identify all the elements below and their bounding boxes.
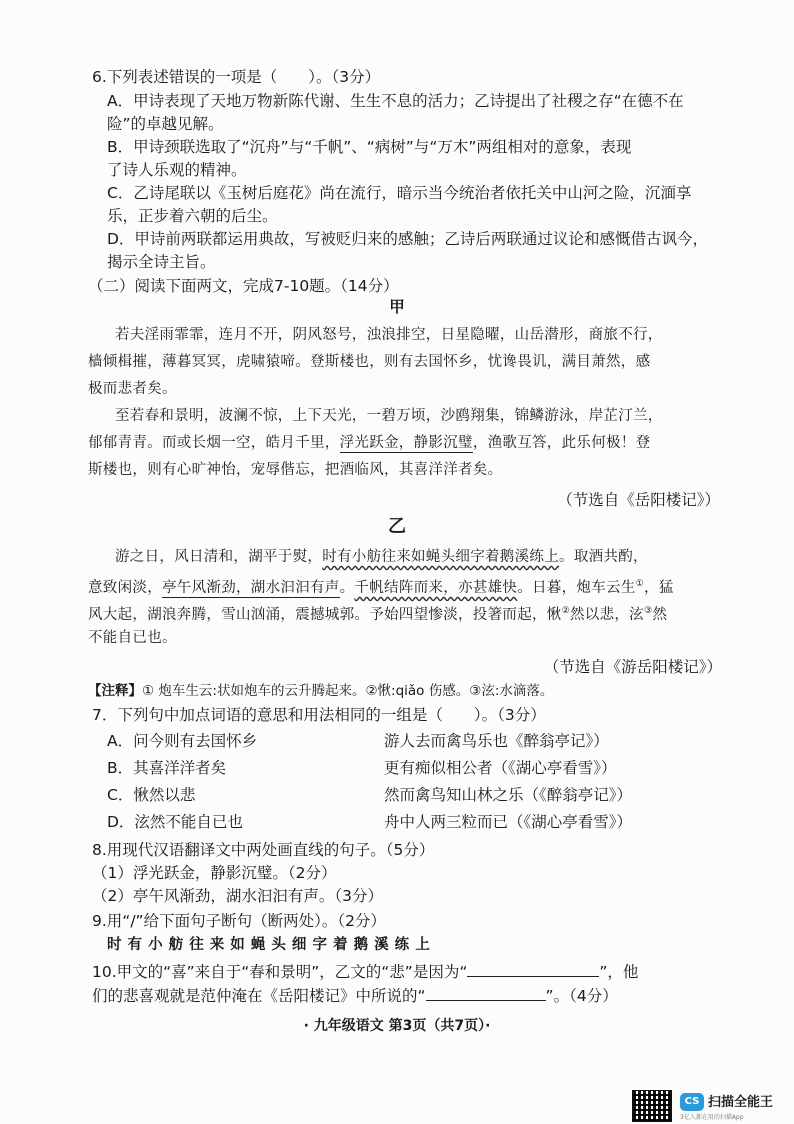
jia-p2-line2-c: ，渔歌互答，此乐何极！登	[472, 435, 651, 451]
page-footer: · 九年级语文 第3页（共7页）·	[303, 1018, 491, 1034]
q7-option-c-left: C．愀然以悲	[107, 786, 196, 804]
q10-answer-blank-2[interactable]	[426, 986, 546, 1001]
yi-line3-b: 然以悲，泫	[569, 606, 644, 623]
q6-option-c-line2: 乐，正步着六朝的后尘。	[107, 207, 278, 225]
jia-p1-line1: 若夫淫雨霏霏，连月不开，阴风怒号，浊浪排空，日星隐曜，山岳潜形，商旅不行，	[115, 327, 663, 343]
yi-source: （节选自《游岳阳楼记》）	[543, 658, 722, 676]
q7-option-d-left: D．泫然不能自已也	[107, 813, 243, 831]
yi-line3-c: 然	[652, 606, 668, 623]
yi-line3-a: 风大起，湖浪奔腾，雪山汹涌，震撼城郭。予始四望惨淡，投箸而起，愀	[88, 606, 562, 623]
q6-option-b-line2: 了诗人乐观的精神。	[107, 161, 247, 179]
jia-p2-line2-a: 郁郁青青。而或长烟一空，皓月千里，	[88, 435, 340, 451]
underlined-sentence-1: 浮光跃金，静影沉璧	[339, 435, 473, 451]
q6-stem: 6.下列表述错误的一项是（ ）。（3分）	[92, 68, 381, 86]
q7-option-d-right: 舟中人两三粒而已（《湖心亭看雪》）	[384, 813, 633, 831]
yi-line2-e: 。日暮，炮车云生	[517, 579, 636, 596]
q10-line1-b: ”，他	[599, 963, 639, 981]
q10-line2	[92, 985, 618, 1007]
underlined-sentence-2: 亭午风渐劲，湖水汩汩有声	[162, 579, 340, 596]
q6-option-a-line1: A．甲诗表现了天地万物新陈代谢、生生不息的活力；乙诗提出了社稷之存“在德不在	[107, 92, 684, 110]
q9-sentence: 时 有 小 舫 往 来 如 蝇 头 细 字 着 鹅 溪 练 上	[107, 936, 431, 953]
q7-stem: 7．下列句中加点词语的意思和用法相同的一组是（ ）。（3分）	[92, 706, 546, 724]
q7-option-b-right: 更有痴似相公者（《湖心亭看雪》）	[384, 759, 617, 777]
qr-code-icon	[632, 1090, 672, 1122]
cs-logo-icon: CS	[680, 1093, 704, 1111]
yi-title: 乙	[388, 516, 406, 537]
jia-p2-line1: 至若春和景明，波澜不惊，上下天光，一碧万顷，沙鸥翔集，锦鳞游泳，岸芷汀兰，	[115, 408, 663, 424]
wavy-sentence: 时有小舫往来如蝇头细字着鹅溪练上	[322, 549, 560, 565]
jia-title: 甲	[389, 298, 405, 316]
yi-line1-a: 游之日，风日清和，湖平于熨，	[115, 549, 323, 565]
yi-line2	[88, 573, 674, 599]
q6-option-d-line1: D．甲诗前两联都运用典故，写被贬归来的感触；乙诗后两联通过议论和感慨借古讽今，	[107, 230, 708, 248]
yi-line2-c: 。	[339, 579, 355, 596]
q6-option-a-line2: 险”的卓越见解。	[107, 115, 224, 133]
yi-line1	[115, 546, 648, 568]
q7-option-a-right: 游人去而禽鸟乐也《醉翁亭记》）	[384, 732, 609, 750]
note-marker-2: ②	[561, 606, 570, 616]
notes-text: ① 炮车生云:状如炮车的云升腾起来。②愀:qiǎo 伤感。③泫:水滴落。	[142, 683, 554, 699]
q10-line1-a: 10.甲文的“喜”来自于“春和景明”，乙文的“悲”是因为“	[92, 963, 468, 981]
jia-p1-line3: 极而悲者矣。	[88, 381, 177, 397]
q6-option-c-line1: C．乙诗尾联以《玉树后庭花》尚在流行，暗示当今统治者依托关中山河之险，沉湎享	[107, 184, 692, 202]
section-heading: （二）阅读下面两文，完成7-10题。（14分）	[88, 277, 399, 295]
scanner-watermark	[632, 1090, 782, 1120]
jia-p1-line2: 樯倾楫摧，薄暮冥冥，虎啸猿啼。登斯楼也，则有去国怀乡，忧谗畏讥，满目萧然，感	[88, 354, 651, 370]
scanner-app-name: 扫描全能王	[708, 1095, 774, 1110]
yi-line2-a: 意致闲淡，	[88, 579, 162, 596]
jia-p2-line3: 斯楼也，则有心旷神怡，宠辱偕忘，把酒临风，其喜洋洋者矣。	[88, 462, 503, 478]
q10-line2-b: ”。（4分）	[545, 987, 618, 1005]
q6-option-d-line2: 揭示全诗主旨。	[107, 253, 216, 271]
scanner-tagline: 3亿人都在用的扫描App	[680, 1114, 744, 1121]
note-marker-1: ①	[635, 579, 645, 589]
q8-sub2: （2）亭午风渐劲，湖水汩汩有声。（3分）	[92, 887, 383, 905]
yi-line2-f: ，猛	[644, 579, 674, 596]
yi-line4: 不能自已也。	[88, 630, 177, 646]
q9-stem: 9.用“/”给下面句子断句（断两处）。（2分）	[92, 912, 386, 930]
q8-sub1: （1）浮光跃金，静影沉璧。（2分）	[92, 864, 337, 882]
notes-label: 【注释】	[88, 683, 142, 699]
q7-option-a-left: A．问今则有去国怀乡	[107, 732, 258, 750]
q6-option-b-line1: B．甲诗颈联选取了“沉舟”与“千帆”、“病树”与“万木”两组相对的意象，表现	[107, 138, 632, 156]
wavy-sentence-2: 千帆结阵而来，亦甚雄快	[354, 579, 518, 596]
q10-answer-blank-1[interactable]	[467, 962, 599, 977]
yi-notes	[88, 680, 553, 702]
q7-option-c-right: 然而禽鸟知山林之乐（《醉翁亭记》）	[384, 786, 633, 804]
q10-line2-a: 们的悲喜观就是范仲淹在《岳阳楼记》中所说的“	[92, 987, 426, 1005]
jia-source: （节选自《岳阳楼记》）	[557, 491, 720, 509]
note-marker-3: ③	[643, 606, 653, 616]
jia-p2-line2	[88, 432, 650, 454]
yi-line1-c: 。取酒共酌，	[559, 549, 648, 565]
q10-line1	[92, 961, 638, 983]
q8-stem: 8.用现代汉语翻译文中两处画直线的句子。（5分）	[92, 841, 435, 859]
q7-option-b-left: B．其喜洋洋者矣	[107, 759, 227, 777]
yi-line3	[88, 600, 667, 626]
